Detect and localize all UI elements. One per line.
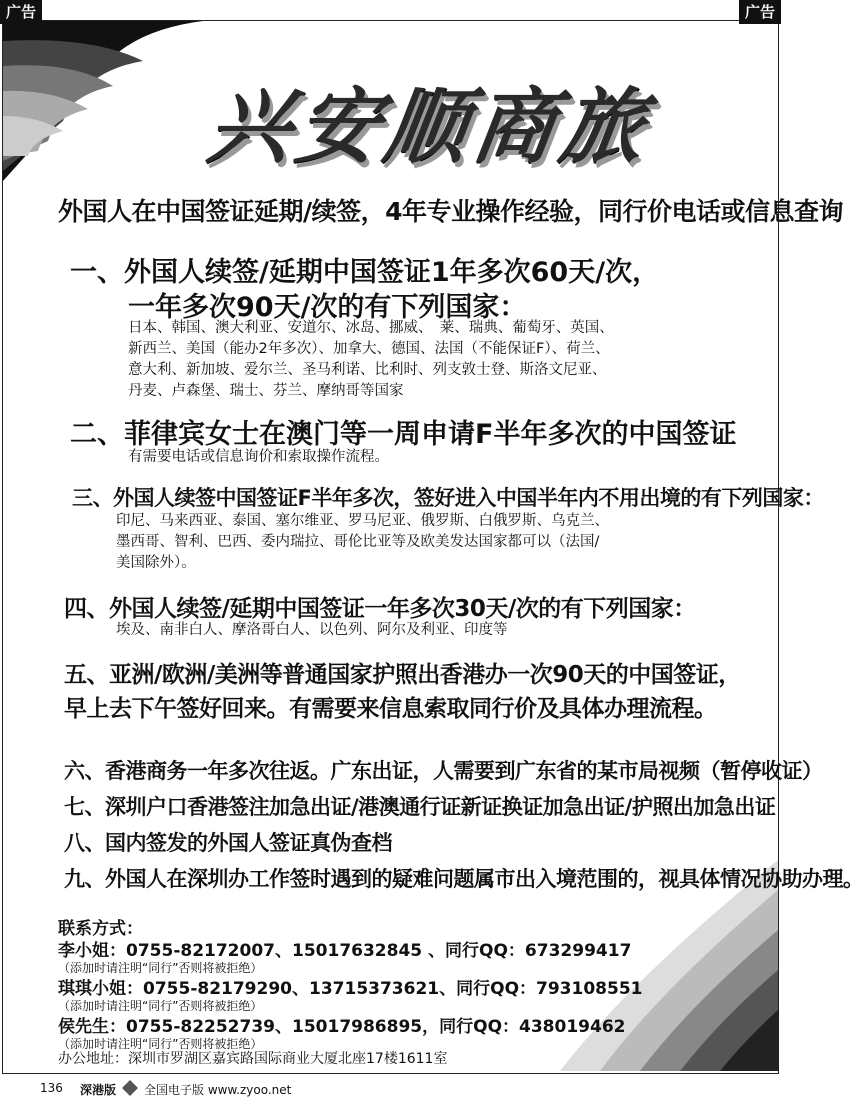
- contact-line-3: 侯先生：0755-82252739、15017986895，同行QQ：438019462: [58, 1017, 626, 1037]
- ad-label-right: 广告: [739, 0, 781, 24]
- national-edition-link[interactable]: 全国电子版 www.zyoo.net: [144, 1083, 292, 1097]
- section-8: 八、国内签发的外国人签证真伪查档: [64, 831, 392, 855]
- section-3-countries: [116, 511, 609, 574]
- list-item: 新西兰、美国（能办2年多次）、加拿大、德国、法国（不能保证F）、荷兰、: [128, 341, 610, 357]
- page-number: 136: [40, 1081, 63, 1095]
- section-4-heading: 四、外国人续签/延期中国签证一年多次30天/次的有下列国家：: [64, 596, 696, 622]
- edition-label: 深港版: [80, 1083, 117, 1097]
- contact-line-2: 琪琪小姐：0755-82179290、13715373621、同行QQ：793108551: [58, 979, 643, 999]
- contact-note-1: （添加时请注明“同行”否则将被拒绝）: [58, 961, 263, 975]
- subtitle: 外国人在中国签证延期/续签，4年专业操作经验，同行价电话或信息查询: [58, 197, 844, 226]
- page-footer: [0, 1079, 781, 1100]
- section-5-line1: 五、亚洲/欧洲/美洲等普通国家护照出香港办一次90天的中国签证，: [64, 662, 741, 688]
- section-1-heading-line1: 一、外国人续签/延期中国签证1年多次60天/次，: [70, 257, 660, 288]
- contact-address: 办公地址：深圳市罗湖区嘉宾路国际商业大厦北座17楼1611室: [58, 1051, 448, 1067]
- contact-note-3: （添加时请注明“同行”否则将被拒绝）: [58, 1037, 263, 1051]
- section-9: 九、外国人在深圳办工作签时遇到的疑难问题属市出入境范围的，视具体情况协助办理。: [64, 867, 864, 891]
- section-1-heading-line2: 一年多次90天/次的有下列国家：: [128, 292, 527, 323]
- contact-note-2: （添加时请注明“同行”否则将被拒绝）: [58, 999, 263, 1013]
- section-6: 六、香港商务一年多次往返。广东出证，人需要到广东省的某市局视频（暂停收证）: [64, 759, 823, 783]
- ad-label-left: 广告: [0, 0, 42, 24]
- page-title: 兴安顺商旅: [202, 80, 656, 175]
- contact-label: 联系方式：: [58, 919, 143, 939]
- section-4-countries: 埃及、南非白人、摩洛哥白人、以色列、阿尔及利亚、印度等: [116, 622, 508, 638]
- section-7: 七、深圳户口香港签注加急出证/港澳通行证新证换证加急出证/护照出加急出证: [64, 795, 776, 819]
- section-1-countries: [128, 318, 614, 402]
- list-item: 意大利、新加坡、爱尔兰、圣马利诺、比利时、列支敦士登、斯洛文尼亚、: [128, 362, 607, 378]
- section-2-heading: 二、菲律宾女士在澳门等一周申请F半年多次的中国签证: [70, 419, 737, 450]
- section-5-line2: 早上去下午签好回来。有需要来信息索取同行价及具体办理流程。: [64, 696, 717, 722]
- section-3-heading: 三、外国人续签中国签证F半年多次，签好进入中国半年内不用出境的有下列国家：: [72, 486, 824, 510]
- section-2-note: 有需要电话或信息询价和索取操作流程。: [128, 449, 389, 465]
- list-item: 美国除外）。: [116, 555, 196, 571]
- contact-line-1: 李小姐：0755-82172007、15017632845 、同行QQ：673299417: [58, 941, 632, 961]
- list-item: 墨西哥、智利、巴西、委内瑞拉、哥伦比亚等及欧美发达国家都可以（法国/: [116, 534, 600, 550]
- list-item: 丹麦、卢森堡、瑞士、芬兰、摩纳哥等国家: [128, 383, 404, 399]
- list-item: 日本、韩国、澳大利亚、安道尔、冰岛、挪威、 莱、瑞典、葡萄牙、英国、: [128, 320, 614, 336]
- list-item: 印尼、马来西亚、泰国、塞尔维亚、罗马尼亚、俄罗斯、白俄罗斯、乌克兰、: [116, 513, 609, 529]
